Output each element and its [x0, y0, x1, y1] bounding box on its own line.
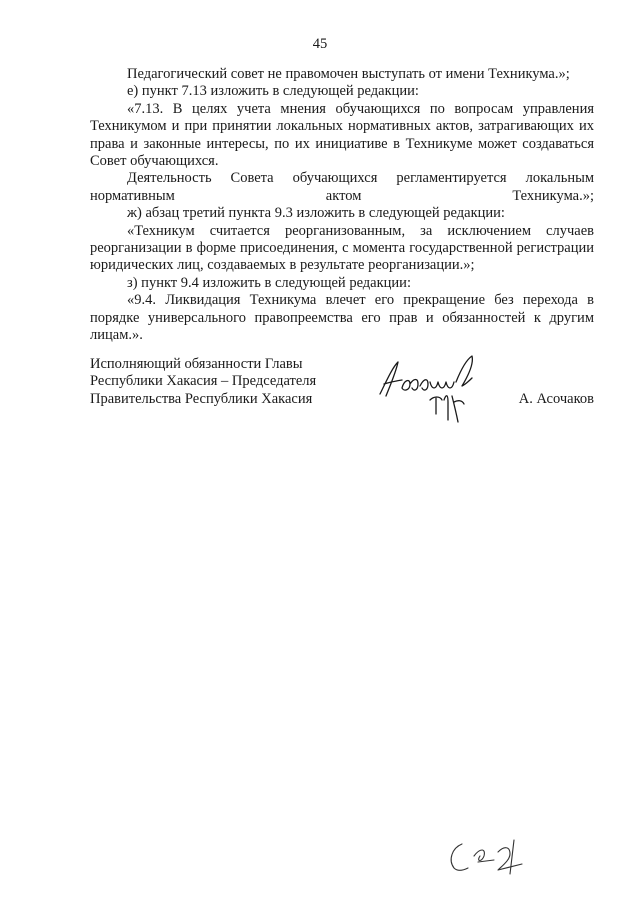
page-number: 45 — [312, 36, 328, 52]
signer-title-line-1: Исполняющий обязанности Главы — [90, 356, 303, 372]
signer-name: А. Асочаков — [518, 390, 594, 407]
signer-title — [90, 356, 316, 408]
paragraph-student-council-activity: Деятельность Совета обучающихся регламентируется локальным нормативным актом Техникума.»; — [90, 170, 594, 204]
document-body — [90, 66, 594, 345]
signature-block — [90, 356, 594, 436]
signer-title-line-3: Правительства Республики Хакасия — [90, 390, 313, 407]
paragraph-item-zh: ж) абзац третий пункта 9.3 изложить в следующей редакции: — [127, 205, 505, 222]
handwritten-signature — [372, 350, 492, 430]
signer-title-line-2: Республики Хакасия – Председателя — [90, 373, 317, 390]
paragraph-pedagogical-council: Педагогический совет не правомочен выступать от имени Техникума.»; — [127, 66, 570, 82]
paragraph-item-e: е) пункт 7.13 изложить в следующей редакции: — [127, 83, 419, 100]
paragraph-item-z: з) пункт 9.4 изложить в следующей редакции: — [127, 274, 411, 291]
paragraph-reorganization: «Техникум считается реорганизованным, за исключением случаев реорганизации в форме присоединения, с момента государственной регистрации юридических лиц, создаваемых в результате реорганизации.»; — [90, 222, 594, 274]
paragraph-clause-9-4: «9.4. Ликвидация Техникума влечет его прекращение без перехода в порядке универсального правопреемства его прав и обязанностей к другим лицам.». — [90, 292, 594, 344]
handwritten-initials — [440, 826, 540, 886]
paragraph-clause-7-13: «7.13. В целях учета мнения обучающихся по вопросам управления Техникумом и при принятии локальных нормативных актов, затрагивающих их права и законные интересы, по их инициативе в Техникуме может создаваться Совет обучающихся. — [90, 100, 594, 170]
